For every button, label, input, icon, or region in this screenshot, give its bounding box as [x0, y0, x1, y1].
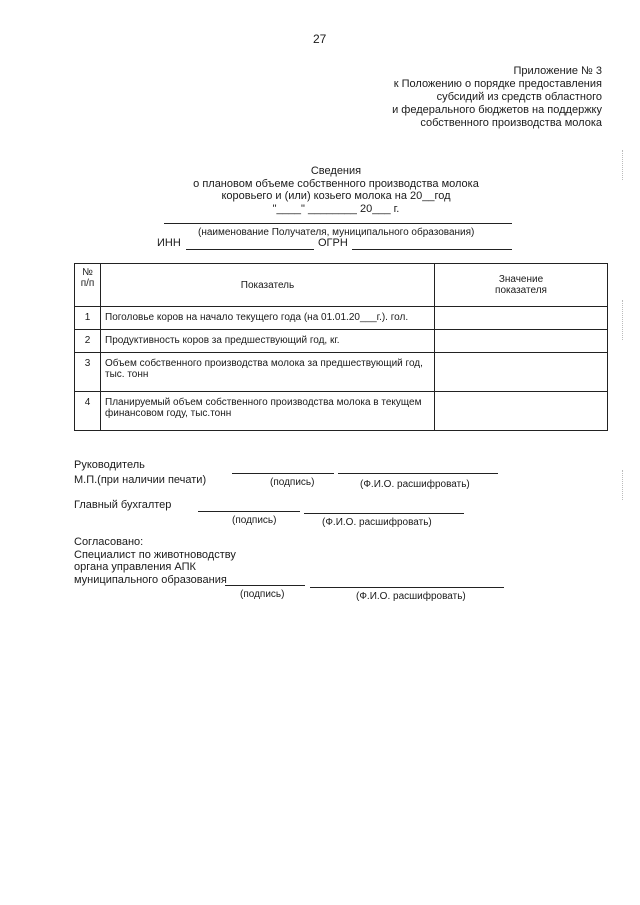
head-fio-line[interactable]	[338, 473, 498, 474]
row-value-cell[interactable]	[435, 307, 608, 330]
row-num: 2	[75, 330, 101, 353]
heading-line: коровьего и (или) козьего молока на 20__год	[221, 190, 451, 202]
table-row	[75, 353, 608, 392]
table-header-row	[75, 264, 608, 307]
heading-date: "____" ________ 20___ г.	[272, 202, 400, 215]
recipient-name-line	[164, 223, 512, 224]
accountant-fio-line[interactable]	[304, 513, 464, 514]
heading-title: Сведения	[310, 165, 362, 177]
specialist-fio-caption: (Ф.И.О. расшифровать)	[356, 591, 466, 602]
table-row	[75, 392, 608, 431]
head-sign-caption: (подпись)	[270, 477, 315, 488]
accountant-label: Главный бухгалтер	[74, 499, 172, 511]
scan-artifact	[622, 470, 624, 500]
appendix-line: и федерального бюджетов на поддержку	[392, 104, 602, 116]
recipient-caption: (наименование Получателя, муниципального образования)	[198, 227, 475, 238]
document-heading	[136, 165, 536, 215]
specialist-fio-line[interactable]	[310, 587, 504, 588]
table-row	[75, 307, 608, 330]
specialist-line: органа управления АПК	[74, 561, 196, 573]
page-number: 27	[313, 32, 327, 46]
row-num: 1	[75, 307, 101, 330]
row-num: 3	[75, 353, 101, 392]
scan-artifact	[622, 150, 624, 180]
appendix-line: к Положению о порядке предоставления	[393, 78, 602, 90]
head-label: Руководитель	[74, 459, 145, 471]
ogrn-label: ОГРН	[318, 237, 348, 249]
head-fio-caption: (Ф.И.О. расшифровать)	[360, 479, 470, 490]
row-text: Продуктивность коров за предшествующий год, кг.	[101, 330, 435, 353]
appendix-line: субсидий из средств областного	[436, 91, 602, 103]
header-value-l1: Значение	[498, 274, 544, 285]
header-num-cell	[75, 264, 101, 307]
indicators-table	[74, 263, 608, 431]
agreed-label: Согласовано:	[74, 536, 144, 548]
row-text: Поголовье коров на начало текущего года (на 01.01.20___г.). гол.	[101, 307, 435, 330]
row-text: Планируемый объем собственного производства молока в текущем финансовом году, тыс.тонн	[101, 392, 435, 431]
row-text: Объем собственного производства молока за предшествующий год, тыс. тонн	[101, 353, 435, 392]
specialist-line: Специалист по животноводству	[74, 549, 236, 561]
head-signature-line[interactable]	[232, 473, 334, 474]
header-value-l2: показателя	[495, 285, 547, 296]
specialist-signature-line[interactable]	[225, 585, 305, 586]
row-value-cell[interactable]	[435, 392, 608, 431]
header-num-l2: п/п	[80, 278, 95, 289]
header-value-cell	[435, 264, 608, 307]
heading-line: о плановом объеме собственного производства молока	[193, 177, 479, 190]
inn-label: ИНН	[157, 237, 181, 249]
header-num-l1: №	[82, 267, 93, 278]
specialist-line: муниципального образования	[74, 574, 227, 586]
accountant-signature-line[interactable]	[198, 511, 300, 512]
scan-artifact	[622, 300, 624, 340]
row-value-cell[interactable]	[435, 330, 608, 353]
stamp-label: М.П.(при наличии печати)	[74, 474, 207, 486]
accountant-sign-caption: (подпись)	[232, 515, 277, 526]
header-indicator: Показатель	[240, 279, 295, 291]
ogrn-field-line	[352, 249, 512, 250]
appendix-line: Приложение № 3	[513, 65, 602, 77]
header-indicator-cell	[101, 264, 435, 307]
table-row	[75, 330, 608, 353]
appendix-block	[392, 65, 602, 130]
row-value-cell[interactable]	[435, 353, 608, 392]
inn-field-line	[186, 249, 314, 250]
accountant-fio-caption: (Ф.И.О. расшифровать)	[322, 517, 432, 528]
specialist-sign-caption: (подпись)	[240, 589, 285, 600]
row-num: 4	[75, 392, 101, 431]
appendix-line: собственного производства молока	[420, 117, 602, 129]
